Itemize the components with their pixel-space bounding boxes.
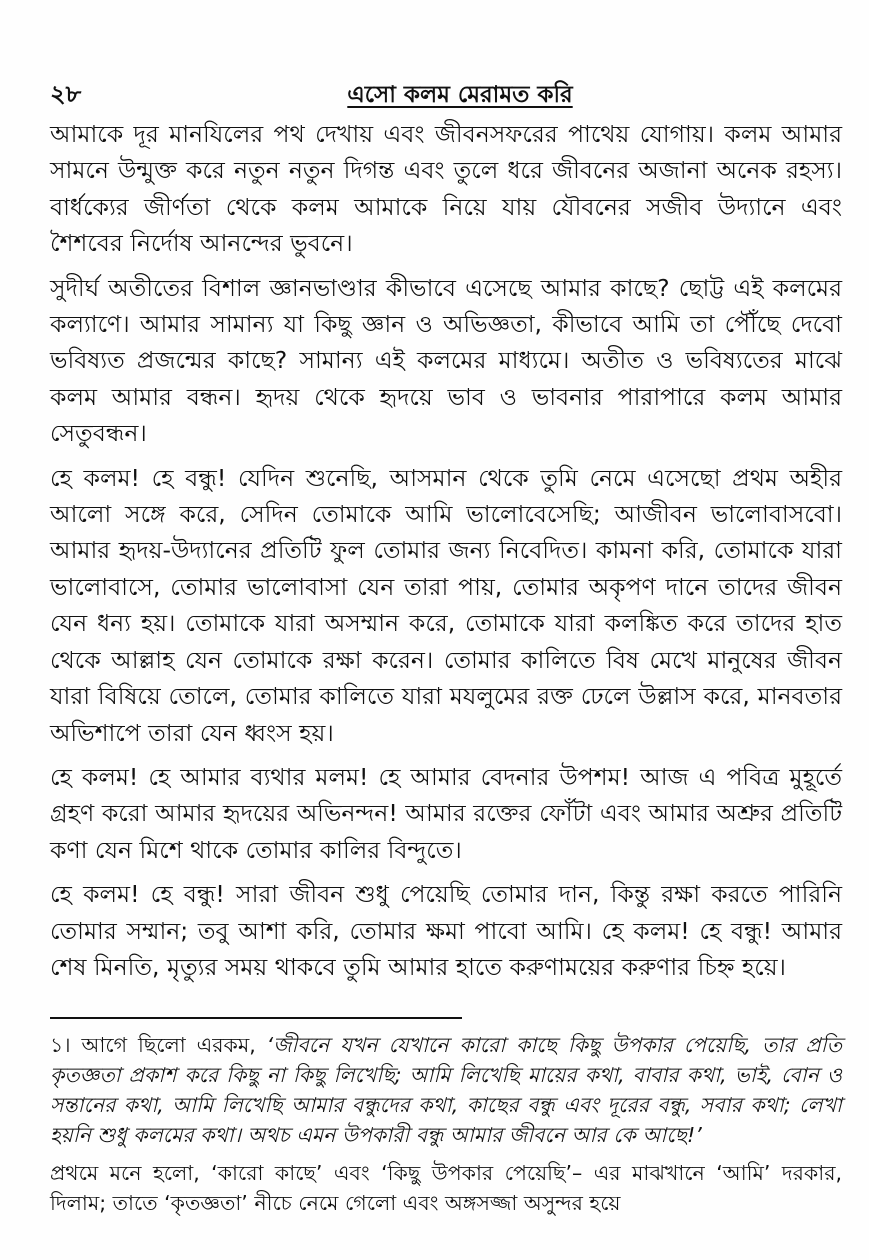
page-header (50, 74, 840, 110)
footnote-paragraph-1 (50, 1030, 842, 1150)
paragraph-1: আমাকে দূর মানযিলের পথ দেখায় এবং জীবনসফরের পাথেয় যোগায়। কলম আমার সামনে উন্মুক্ত করে নতুন নতুন দিগন্ত এবং তুলে ধরে জীবনের অজানা অনেক রহস্য। বার্ধক্যের জীর্ণতা থেকে কলম আমাকে নিয়ে যায় যৌবনের সজীব উদ্যানে এবং শৈশবের নির্দোষ আনন্দের ভুবনে। (50, 120, 842, 258)
running-title: এসো কলম মেরামত করি (347, 82, 573, 108)
page-number: ২৮ (50, 80, 82, 108)
paragraph-5: হে কলম! হে বন্ধু! সারা জীবন শুধু পেয়েছি তোমার দান, কিন্তু রক্ষা করতে পারিনি তোমার সম্মান; তবু আশা করি, তোমার ক্ষমা পাবো আমি। হে কলম! হে বন্ধু! আমার শেষ মিনতি, মৃত্যুর সময় থাকবে তুমি আমার হাতে করুণাময়ের করুণার চিহ্ন হয়ে। (50, 880, 842, 981)
footnote-divider (50, 1017, 462, 1019)
paragraph-4: হে কলম! হে আমার ব্যথার মলম! হে আমার বেদনার উপশম! আজ এ পবিত্র মুহূর্তে গ্রহণ করো আমার হৃদয়ের অভিনন্দন! আমার রক্তের ফোঁটা এবং আমার অশ্রুর প্রতিটি কণা যেন মিশে থাকে তোমার কালির বিন্দুতে। (50, 762, 842, 864)
footnote-paragraph-2: প্রথমে মনে হলো, ‘কারো কাছে’ এবং ‘কিছু উপকার পেয়েছি’– এর মাঝখানে ‘আমি’ দরকার, দিলাম; তাতে ‘কৃতজ্ঞতা’ নীচে নেমে গেলো এবং অঙ্গসজ্জা অসুন্দর হয়ে (50, 1161, 842, 1215)
footnote-marker: ১। আগে ছিলো এরকম, (50, 1033, 267, 1057)
paragraph-3: হে কলম! হে বন্ধু! যেদিন শুনেছি, আসমান থেকে তুমি নেমে এসেছো প্রথম অহীর আলো সঙ্গে করে, সেদিন তোমাকে আমি ভালোবেসেছি; আজীবন ভালোবাসবো। আমার হৃদয়-উদ্যানের প্রতিটি ফুল তোমার জন্য নিবেদিত। কামনা করি, তোমাকে যারা ভালোবাসে, তোমার ভালোবাসা যেন তারা পায়, তোমার অকৃপণ দানে তাদের জীবন যেন ধন্য হয়। তোমাকে যারা অসম্মান করে, তোমাকে যারা কলঙ্কিত করে তাদের হাত থেকে আল্লাহ যেন তোমাকে রক্ষা করেন। তোমার কালিতে বিষ মেখে মানুষের জীবন যারা বিষিয়ে তোলে, তোমার কালিতে যারা মযলুমের রক্ত ঢেলে উল্লাস করে, মানবতার অভিশাপে তারা যেন ধ্বংস হয়। (50, 463, 842, 747)
paragraph-2: সুদীর্ঘ অতীতের বিশাল জ্ঞানভাণ্ডার কীভাবে এসেছে আমার কাছে? ছোট্ট এই কলমের কল্যাণে। আমার সামান্য যা কিছু জ্ঞান ও অভিজ্ঞতা, কীভাবে আমি তা পৌঁছে দেবো ভবিষ্যত প্রজন্মের কাছে? সামান্য এই কলমের মাধ্যমে। অতীত ও ভবিষ্যতের মাঝে কলম আমার বন্ধন। হৃদয় থেকে হৃদয়ে ভাব ও ভাবনার পারাপারে কলম আমার সেতুবন্ধন। (50, 273, 842, 448)
footnote (50, 1030, 842, 1224)
footnote-quote: ‘জীবনে যখন যেখানে কারো কাছে কিছু উপকার পেয়েছি, তার প্রতি কৃতজ্ঞতা প্রকাশ করে কিছু না কিছু লিখেছি; আমি লিখেছি মায়ের কথা, বাবার কথা, ভাই, বোন ও সন্তানের কথা, আমি লিখেছি আমার বন্ধুদের কথা, কাছের বন্ধু এবং দূরের বন্ধু, সবার কথা; লেখা হয়নি শুধু কলমের কথা। অথচ এমন উপকারী বন্ধু আমার জীবনে আর কে আছে!’ (50, 1033, 842, 1147)
main-text (50, 116, 842, 993)
